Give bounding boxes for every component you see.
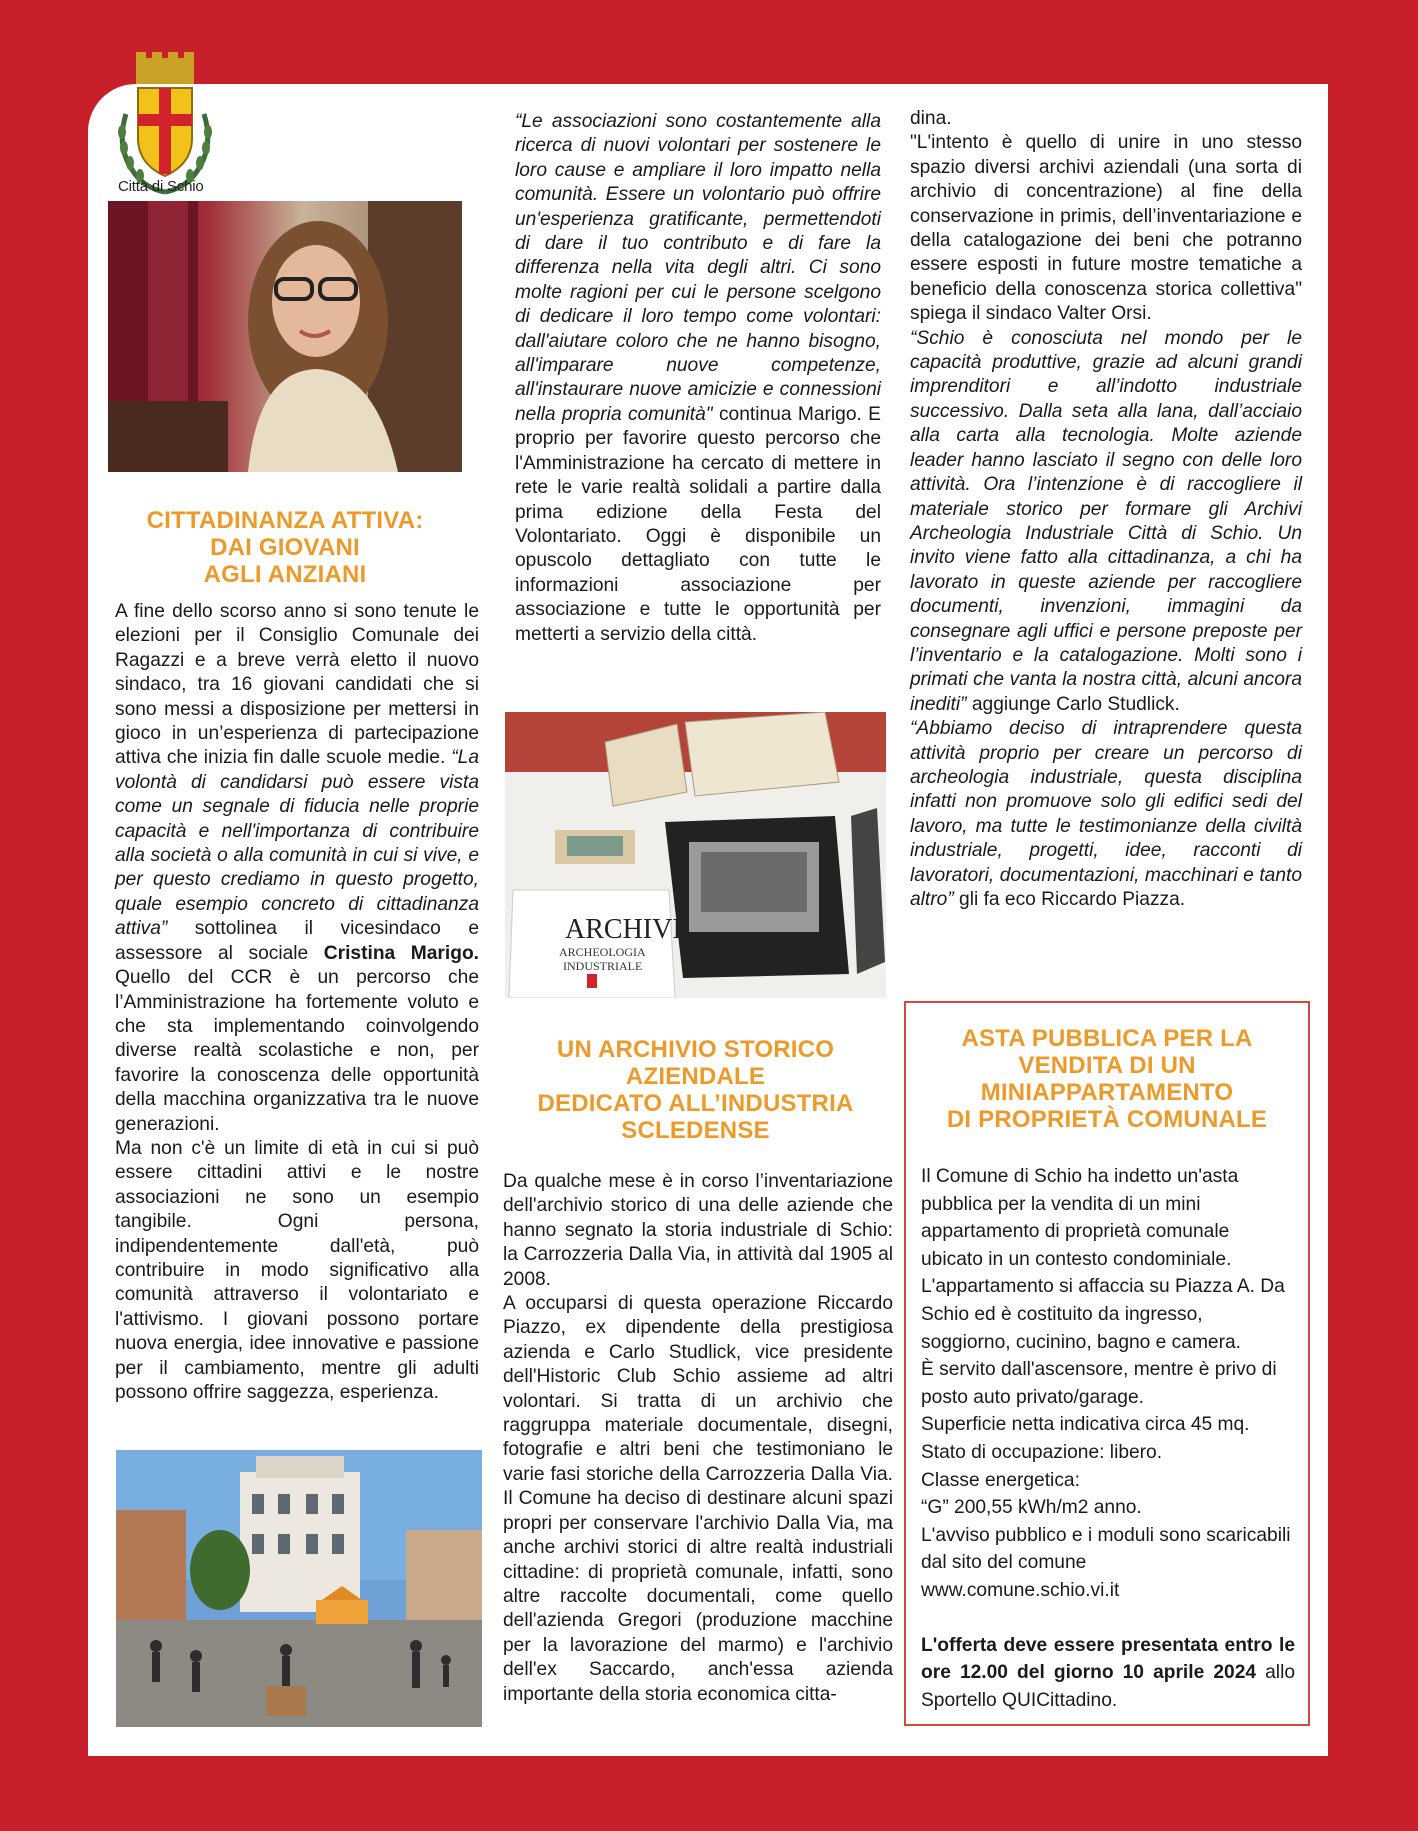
text-run: aggiunge Carlo Studlick. bbox=[966, 693, 1180, 715]
auction-line: L'appartamento si affaccia su Piazza A. Da Schio ed è costituito da ingresso, soggiorno, cucinino, bagno e camera. bbox=[921, 1276, 1285, 1353]
column2-paragraph bbox=[515, 110, 881, 647]
column3-paragraph: "L'intento è quello di unire in uno stesso spazio diversi archivi aziendali (una sorta di archivio di concentrazione) al fine della conservazione in primis, dell’inventariazione e della catalogazione dei beni che potranno essere esposti in future mostre tematiche a beneficio della conoscenza storica collettiva" spiega il sindaco Valter Orsi. bbox=[910, 132, 1302, 325]
auction-line: È servito dall'ascensore, mentre è privo di posto auto privato/garage. bbox=[921, 1359, 1277, 1408]
auction-line: Superficie netta indicativa circa 45 mq. bbox=[921, 1414, 1250, 1436]
article1-paragraph: Ma non c'è un limite di età in cui si può essere cittadini attivi e le nostre associazioni ne sono un esempio tangibile. Ogni persona, indipendentemente dall'età, può contribuire in modo significativo alla comunità attraverso il volontariato e l'attivismo. I giovani possono portare nuova energia, idee innovative e passione per il cambiamento, mentre gli adulti possono offrire saggezza, esperienza. bbox=[115, 1137, 479, 1403]
article1-body bbox=[115, 600, 479, 1405]
article2-title-line: AZIENDALE bbox=[625, 1063, 766, 1090]
article2-title-line: SCLEDENSE bbox=[621, 1117, 770, 1144]
auction-line: Stato di occupazione: libero. bbox=[921, 1441, 1163, 1463]
offer-deadline: L'offerta deve essere presentata entro le ore 12.00 del giorno 10 aprile 2024 bbox=[921, 1634, 1295, 1684]
column3-paragraph: dina. bbox=[910, 108, 952, 129]
quote-run: “Le associazioni sono costantemente alla ricerca di nuovi volontari per sostenere le loro cause e ampliare il loro impatto nella comunità. Essere un volontario può offrire un'esperienza gratificante, permettendoti di dare il tuo contributo e di fare la differenza nella vita degli altri. Ci sono molte ragioni per cui le persone scelgono di dedicare il loro tempo come volontari: dall'aiutare coloro che ne hanno bisogno, all'imparare nuove competenze, all'instaurare nuove amicizie e connessioni nella propria comunità" bbox=[515, 111, 881, 425]
quote-run: “La volontà di candidarsi può essere vista come un segnale di fiducia nelle proprie capacità e nell'importanza di contribuire alla società o alla comunità in cui si vive, e per questo crediamo in questo progetto, quale esempio concreto di cittadinanza attiva” bbox=[115, 747, 479, 940]
text-run: Quello del CCR è un percorso che l’Amministrazione ha fortemente voluto e che sta implementando coinvolgendo diverse realtà scolastiche e non, per favorire la conoscenza delle opportunità della macchina organizzativa tra le nuove generazioni. bbox=[115, 967, 479, 1135]
article1-title-line: DAI GIOVANI bbox=[210, 534, 360, 561]
text-run: gli fa eco Riccardo Piazza. bbox=[953, 889, 1186, 910]
quote-run: “Schio è conosciuta nel mondo per le capacità produttive, grazie ad alcuni grandi imprenditori e all’indotto industriale successivo. Dalla seta alla lana, dall’acciaio alla carta alla tecnologia. Molte aziende leader hanno lasciato il segno con delle loro attività. Ora l’intenzione è di raccogliere il materiale storico per formare gli Archivi Archeologia Industriale Città di Schio. Un invito viene fatto alla cittadinanza, a chi ha lavorato in queste aziende per raccogliere documenti, invenzioni, immagini da consegnare agli uffici e persone preposte per l’inventario e la catalogazione. Molti sono i primati che vanta la nostra città, alcuni ancora inediti” bbox=[910, 327, 1302, 715]
archive-photo bbox=[505, 712, 886, 998]
text-run: continua Marigo. E proprio per favorire questo percorso che l'Amministrazione ha cercato di mettere in rete le varie realtà solidali a partire dalla prima edizione della Festa del Volontariato. Oggi è disponibile un opuscolo dettagliato con tutte le informazioni associazione per associazione e tutte le opportunità per metterti a servizio della città. bbox=[515, 403, 881, 645]
auction-line: L'avviso pubblico e i moduli sono scaricabili dal sito del comune bbox=[921, 1524, 1291, 1574]
archive-sign-line3: INDUSTRIALE bbox=[563, 959, 643, 973]
column3-paragraph bbox=[910, 327, 1302, 718]
auction-website-link[interactable]: www.comune.schio.vi.it bbox=[921, 1579, 1120, 1601]
text-run: sottolinea il vicesindaco e assessore al sociale bbox=[115, 918, 479, 964]
article1-paragraph bbox=[115, 600, 479, 1137]
article2-title bbox=[505, 1036, 886, 1144]
person-name: Cristina Marigo. bbox=[323, 942, 479, 964]
auction-offer bbox=[921, 1632, 1295, 1715]
portrait-photo bbox=[108, 201, 462, 472]
auction-line: Il Comune di Schio ha indetto un'asta pubblica per la vendita di un mini appartamento di proprietà comunale ubicato in un contesto condominiale. bbox=[921, 1166, 1239, 1270]
auction-line: “G” 200,55 kWh/m2 anno. bbox=[921, 1497, 1142, 1519]
archive-sign-line1: ARCHIVI bbox=[565, 914, 682, 945]
square-photo bbox=[116, 1450, 482, 1727]
auction-title-line: DI PROPRIETÀ COMUNALE bbox=[946, 1106, 1268, 1133]
column3-body bbox=[910, 107, 1302, 912]
article2-body bbox=[503, 1170, 893, 1707]
quote-run: “Abbiamo deciso di intraprendere questa attività proprio per creare un percorso di archeologia industriale, questa disciplina infatti non promuove solo gli edifici sedi del lavoro, ma tutte le testimonianze della civiltà industriale, progetti, idee, racconti di lavoratori, documentazioni, macchinari e tanto altro” bbox=[910, 718, 1302, 910]
column2-body bbox=[515, 110, 881, 647]
auction-title bbox=[906, 1025, 1308, 1133]
article2-paragraph: Da qualche mese è in corso l’inventariazione dell'archivio storico di una delle aziende che hanno segnato la storia industriale di Schio: la Carrozzeria Dalla Via, in attività dal 1905 al 2008. bbox=[503, 1171, 893, 1290]
auction-title-line: ASTA PUBBLICA PER LA bbox=[961, 1025, 1253, 1052]
auction-body bbox=[921, 1163, 1295, 1714]
article1-title-line: CITTADINANZA ATTIVA: bbox=[146, 507, 424, 534]
article1-title-line: AGLI ANZIANI bbox=[203, 561, 367, 588]
article2-paragraph: A occuparsi di questa operazione Riccardo Piazzo, ex dipendente della prestigiosa azienda e Carlo Studlick, vice presidente dell'Historic Club Schio assieme ad altri volontari. Si tratta di un archivio che raggruppa materiale documentale, disegni, fotografie e altri beni che testimoniano le varie fasi storiche della Carrozzeria Dalla Via. Il Comune ha deciso di destinare alcuni spazi propri per conservare l'archivio Dalla Via, ma anche archivi storici di altre realtà industriali cittadine: di proprietà comunale, infatti, sono altre raccolte documentali, come quello dell'azienda Gregori (produzione macchine per la lavorazione del marmo) e l'archivio dell'ex Saccardo, anch'essa azienda importante della storia economica citta- bbox=[503, 1293, 893, 1705]
column3-paragraph bbox=[910, 717, 1302, 912]
text-run: A fine dello scorso anno si sono tenute le elezioni per il Consiglio Comunale dei Ragazzi e a breve verrà eletto il nuovo sindaco, tra 16 giovani candidati che si sono messi a disposizione per mettersi in gioco in un’esperienza di partecipazione attiva che inizia fin dalle scuole medie. bbox=[115, 601, 479, 769]
article2-title-line: DEDICATO ALL’INDUSTRIA bbox=[537, 1090, 854, 1117]
city-label: Città di Schio bbox=[118, 178, 204, 195]
archive-sign-line2: ARCHEOLOGIA bbox=[559, 945, 646, 959]
auction-box bbox=[904, 1001, 1310, 1726]
auction-line: Classe energetica: bbox=[921, 1469, 1080, 1491]
article1-title bbox=[108, 507, 462, 588]
text-run: allo Sportello QUICittadino. bbox=[921, 1662, 1296, 1711]
auction-title-line: VENDITA DI UN bbox=[1018, 1052, 1196, 1079]
auction-title-line: MINIAPPARTAMENTO bbox=[980, 1079, 1234, 1106]
article2-title-line: UN ARCHIVIO STORICO bbox=[556, 1036, 835, 1063]
